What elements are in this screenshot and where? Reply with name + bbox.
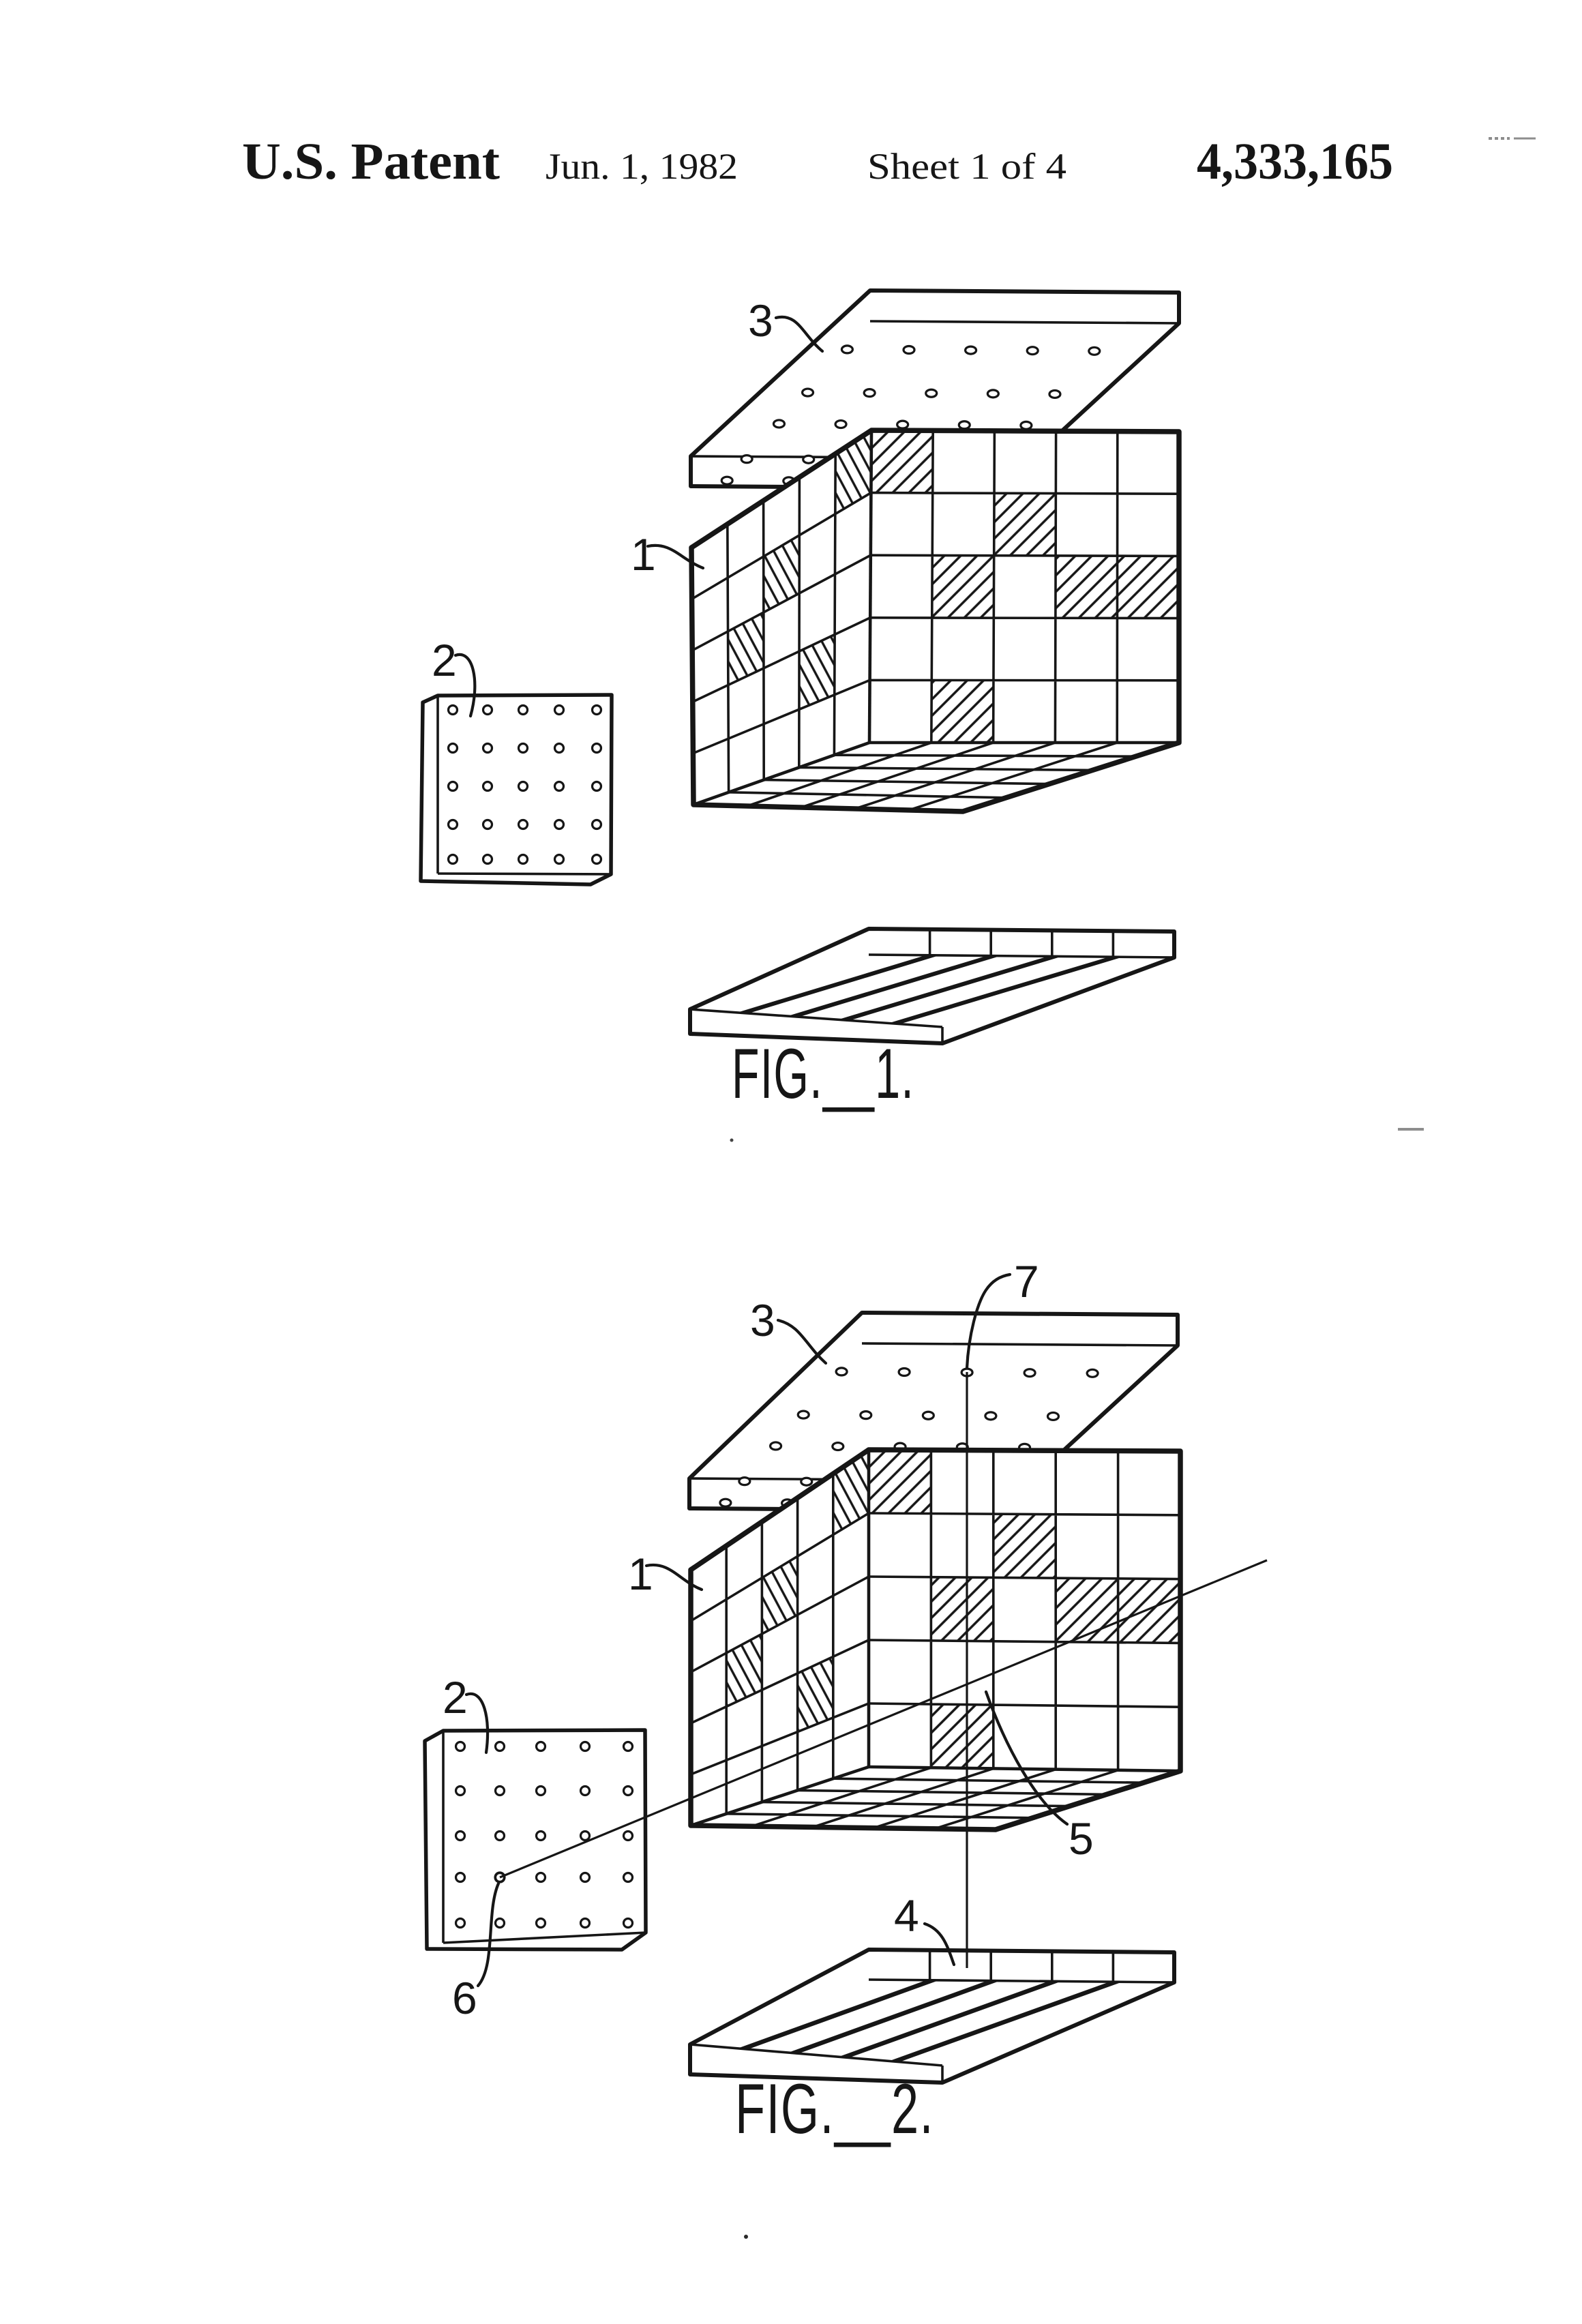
plate-hole [496, 1919, 505, 1928]
plate-hole [841, 346, 852, 353]
plate-hole [449, 706, 458, 715]
plate-hole [496, 1832, 505, 1841]
publication-date: Jun. 1, 1982 [546, 146, 738, 187]
plate-hole [519, 820, 528, 829]
plate-hole [537, 1873, 546, 1882]
plate-hole [581, 1919, 590, 1928]
plate-hole [456, 1919, 465, 1928]
figure-1-drawing [421, 290, 1179, 1043]
plate-hole [537, 1742, 546, 1751]
plate-hole [1087, 1369, 1098, 1377]
plate-hole [741, 456, 752, 463]
plate-hole [519, 744, 528, 753]
plate-hole [449, 820, 458, 829]
plate-hole [456, 1873, 465, 1882]
plate-hole [555, 820, 564, 829]
page-header [242, 133, 1393, 190]
plate-hole [456, 1787, 465, 1796]
plate-hole [449, 744, 458, 753]
fig2-caption: FIG.__2. [735, 2070, 934, 2149]
fig2-ref-2: 2 [443, 1672, 468, 1723]
plate-hole [966, 346, 976, 354]
scan-noise-dot-2 [744, 2235, 748, 2239]
plate-hole [624, 1742, 633, 1751]
fig2-side-plate [425, 1730, 646, 1950]
fig1-ref-2: 2 [432, 635, 457, 685]
plate-hole [593, 820, 601, 829]
patent-number: 4,333,165 [1197, 133, 1393, 190]
plate-hole [624, 1787, 633, 1796]
plate-hole [926, 389, 937, 397]
plate-hole [581, 1873, 590, 1882]
plate-hole [624, 1919, 633, 1928]
plate-hole [593, 706, 601, 715]
plate-hole [923, 1412, 934, 1419]
fig1-caption: FIG.__1. [732, 1034, 914, 1114]
plate-hole [836, 1368, 847, 1375]
fig2-ref-6: 6 [452, 1973, 477, 2023]
fig2-ref-4: 4 [894, 1890, 919, 1941]
plate-hole [483, 782, 492, 791]
fig1-ref-3: 3 [748, 295, 773, 346]
plate-hole [555, 855, 564, 864]
plate-hole [483, 820, 492, 829]
fig1-side-plate [421, 695, 612, 884]
plate-hole [449, 855, 458, 864]
plate-hole [519, 782, 528, 791]
plate-hole [519, 706, 528, 715]
fig1-ref-1: 1 [631, 529, 656, 580]
plate-hole [1047, 1412, 1058, 1420]
plate-hole [720, 1499, 731, 1506]
plate-hole [519, 855, 528, 864]
plate-hole [581, 1787, 590, 1796]
fig2-ref-7: 7 [1014, 1256, 1039, 1307]
plate-hole [835, 421, 846, 428]
plate-hole [771, 1442, 781, 1450]
plate-hole [987, 390, 998, 398]
plate-hole [803, 456, 814, 463]
plate-hole [959, 421, 970, 429]
plate-hole [593, 855, 601, 864]
fig1-leader-3 [776, 317, 822, 351]
plate-hole [624, 1873, 633, 1882]
plate-hole [496, 1742, 505, 1751]
fig2-ref-1: 1 [628, 1549, 653, 1599]
figure-1 [421, 290, 1179, 1114]
plate-hole [624, 1832, 633, 1841]
plate-outline [690, 1950, 1174, 2083]
plate-hole [1024, 1369, 1035, 1377]
plate-hole [537, 1787, 546, 1796]
plate-hole [456, 1832, 465, 1841]
plate-hole [721, 477, 732, 484]
plate-hole [803, 389, 814, 396]
scan-noise-dot [730, 1139, 734, 1142]
plate-hole [1027, 347, 1038, 355]
fig2-base-plate [690, 1950, 1174, 2083]
sheet-number: Sheet 1 of 4 [867, 146, 1066, 187]
plate-hole [1049, 390, 1060, 398]
plate-hole [483, 706, 492, 715]
plate-hole [593, 782, 601, 791]
plate-hole [1089, 347, 1100, 355]
plate-hole [593, 744, 601, 753]
plate-hole [537, 1832, 546, 1841]
plate-hole [899, 1369, 910, 1376]
plate-hole [985, 1412, 996, 1420]
plate-hole [798, 1411, 809, 1418]
plate-hole [904, 346, 914, 354]
plate-hole [861, 1412, 871, 1419]
plate-hole [897, 421, 908, 428]
plate-hole [555, 782, 564, 791]
fig1-base-plate [690, 929, 1174, 1043]
plate-hole [555, 744, 564, 753]
fig2-ref-5: 5 [1069, 1813, 1094, 1864]
plate-hole [801, 1478, 812, 1485]
fig2-ref-3: 3 [750, 1295, 775, 1345]
plate-hole [581, 1742, 590, 1751]
plate-hole [773, 420, 784, 428]
plate-hole [537, 1919, 546, 1928]
plate-hole [483, 744, 492, 753]
fig2-leader-3 [778, 1320, 826, 1363]
plate-hole [555, 706, 564, 715]
figure-2 [425, 1256, 1267, 2149]
figure-2-drawing [425, 1313, 1267, 2083]
plate-hole [581, 1832, 590, 1841]
plate-hole [833, 1443, 844, 1450]
patent-title: U.S. Patent [242, 133, 500, 190]
plate-hole [864, 389, 875, 397]
plate-hole [1021, 421, 1032, 429]
plate-hole [496, 1787, 505, 1796]
plate-hole [456, 1742, 465, 1751]
plate-hole [483, 855, 492, 864]
plate-hole [739, 1478, 750, 1485]
plate-hole [449, 782, 458, 791]
